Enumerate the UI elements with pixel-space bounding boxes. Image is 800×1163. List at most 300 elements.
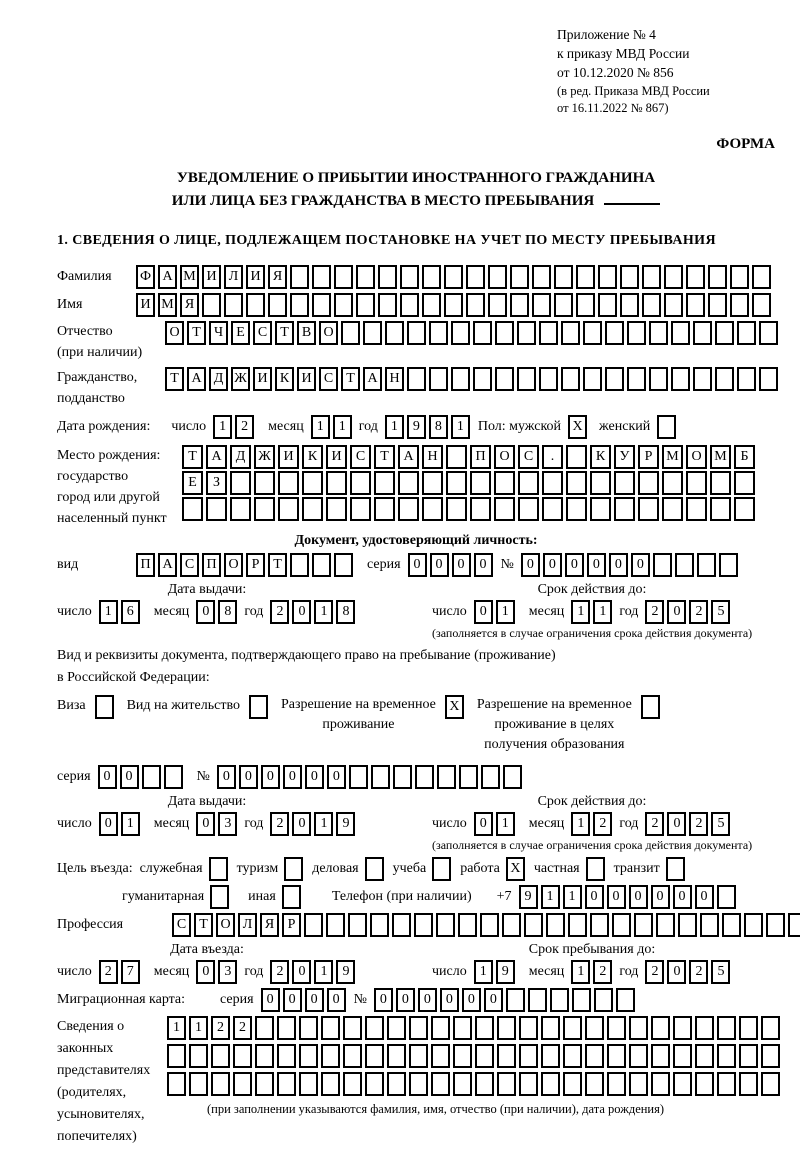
- char-box: [374, 497, 395, 521]
- year-label: год: [244, 816, 264, 832]
- char-box: 0: [283, 765, 302, 789]
- char-box: [710, 497, 731, 521]
- forma-label: ФОРМА: [716, 135, 775, 152]
- name-label: Имя: [57, 297, 83, 313]
- char-box: [546, 913, 565, 937]
- identity-doc-header: Документ, удостоверяющий личность:: [294, 533, 538, 549]
- char-box: [715, 321, 734, 345]
- legal-grid: [167, 1016, 780, 1096]
- char-box: И: [297, 367, 316, 391]
- char-box: 0: [695, 885, 714, 909]
- stay-until-date: [432, 960, 775, 984]
- char-box: [488, 265, 507, 289]
- char-box: 0: [609, 553, 628, 577]
- char-box: [393, 765, 412, 789]
- char-box: [730, 293, 749, 317]
- char-box: П: [470, 445, 491, 469]
- char-box: [429, 367, 448, 391]
- char-box: [710, 471, 731, 495]
- char-box: [255, 1044, 274, 1068]
- char-box: [398, 471, 419, 495]
- char-box: [142, 765, 161, 789]
- char-box: 3: [218, 812, 237, 836]
- day-label: число: [57, 604, 92, 620]
- char-box: 0: [430, 553, 449, 577]
- char-box: 1: [593, 600, 612, 624]
- char-box: [392, 913, 411, 937]
- char-box: [629, 1072, 648, 1096]
- stay-month-cells: [571, 960, 612, 984]
- char-box: 8: [429, 415, 448, 439]
- char-box: [759, 367, 778, 391]
- char-box: 0: [607, 885, 626, 909]
- char-box: П: [136, 553, 155, 577]
- char-box: Т: [187, 321, 206, 345]
- char-box: 1: [314, 960, 333, 984]
- legal-label-line6: попечителях): [57, 1129, 137, 1145]
- month-label: месяц: [153, 604, 190, 620]
- surname-row: [57, 265, 775, 289]
- char-box: 1: [167, 1016, 186, 1040]
- char-box: Т: [374, 445, 395, 469]
- birth-year-cells: [385, 415, 470, 439]
- phone-prefix: +7: [496, 889, 512, 905]
- migration-series-label: серия: [220, 992, 254, 1008]
- identity-kind-row: [57, 553, 775, 577]
- char-box: [734, 497, 755, 521]
- char-box: [539, 367, 558, 391]
- residence-number-label: №: [196, 769, 210, 785]
- char-box: [629, 1016, 648, 1040]
- temp-residence-label-line1: Разрешение на временное: [280, 697, 436, 713]
- identity-valid-note: (заполняется в случае ограничения срока действия документа): [432, 626, 753, 641]
- char-box: [422, 293, 441, 317]
- char-box: И: [278, 445, 299, 469]
- char-box: [561, 321, 580, 345]
- char-box: И: [136, 293, 155, 317]
- char-box: [374, 471, 395, 495]
- purpose-official-label: служебная: [139, 861, 203, 877]
- char-box: [686, 265, 705, 289]
- patronymic-row: [57, 321, 775, 363]
- title-line-2-wrap: [57, 190, 775, 213]
- year-label: год: [244, 964, 264, 980]
- char-box: [638, 471, 659, 495]
- birthplace-row2-cells: [182, 471, 755, 495]
- char-box: 0: [99, 812, 118, 836]
- char-box: 0: [673, 885, 692, 909]
- char-box: [282, 885, 301, 909]
- char-box: Т: [341, 367, 360, 391]
- char-box: З: [206, 471, 227, 495]
- char-box: [708, 265, 727, 289]
- char-box: 0: [452, 553, 471, 577]
- purpose-transit: [614, 857, 685, 881]
- option-visa: [57, 695, 114, 719]
- day-label: число: [432, 604, 467, 620]
- day-label: число: [57, 964, 92, 980]
- char-box: [451, 321, 470, 345]
- char-box: 1: [314, 812, 333, 836]
- purpose-private-checkbox: [586, 857, 605, 881]
- entry-date: [57, 960, 432, 984]
- char-box: В: [297, 321, 316, 345]
- char-box: [607, 1016, 626, 1040]
- char-box: [475, 1016, 494, 1040]
- char-box: [497, 1072, 516, 1096]
- char-box: [686, 293, 705, 317]
- char-box: [466, 293, 485, 317]
- residence-valid-note: (заполняется в случае ограничения срока действия документа): [432, 838, 753, 853]
- purpose-official-checkbox: [209, 857, 228, 881]
- identity-valid-col: [432, 581, 775, 641]
- char-box: 0: [462, 988, 481, 1012]
- char-box: 1: [571, 600, 590, 624]
- char-box: [649, 321, 668, 345]
- birthplace-block: [57, 445, 775, 529]
- option-temp-residence: [281, 695, 464, 735]
- purpose-other-label: иная: [248, 889, 276, 905]
- purpose-study-label: учеба: [392, 861, 427, 877]
- day-label: число: [432, 964, 467, 980]
- char-box: [230, 497, 251, 521]
- temp-residence-education-label-line1: Разрешение на временное: [476, 697, 632, 713]
- char-box: [737, 367, 756, 391]
- entry-day-cells: [99, 960, 140, 984]
- char-box: [528, 988, 547, 1012]
- birthplace-label: [57, 445, 182, 529]
- char-box: [671, 367, 690, 391]
- char-box: Ж: [231, 367, 250, 391]
- char-box: [563, 1016, 582, 1040]
- char-box: [348, 913, 367, 937]
- char-box: [506, 988, 525, 1012]
- residence-number-cells: [217, 765, 522, 789]
- char-box: [473, 321, 492, 345]
- char-box: [95, 695, 114, 719]
- temp-residence-education-checkbox: [641, 695, 660, 719]
- char-box: 2: [689, 960, 708, 984]
- char-box: [554, 293, 573, 317]
- char-box: [422, 471, 443, 495]
- char-box: 9: [407, 415, 426, 439]
- char-box: [519, 1016, 538, 1040]
- char-box: 9: [336, 960, 355, 984]
- legal-row1-cells: [167, 1016, 780, 1040]
- char-box: [470, 497, 491, 521]
- char-box: 0: [292, 960, 311, 984]
- profession-row: [57, 913, 775, 937]
- migration-series-cells: [261, 988, 346, 1012]
- patronymic-label-line1: Отчество: [57, 324, 113, 340]
- char-box: Ф: [136, 265, 155, 289]
- char-box: [302, 497, 323, 521]
- option-temp-residence-education: [477, 695, 660, 755]
- legal-label-line4: (родителях,: [57, 1085, 127, 1101]
- entry-year-cells: [270, 960, 355, 984]
- purpose-other-checkbox: [282, 885, 301, 909]
- char-box: [686, 497, 707, 521]
- char-box: [583, 321, 602, 345]
- char-box: 9: [519, 885, 538, 909]
- char-box: [638, 497, 659, 521]
- char-box: [752, 265, 771, 289]
- char-box: [446, 497, 467, 521]
- char-box: 0: [667, 812, 686, 836]
- char-box: [641, 695, 660, 719]
- char-box: [312, 265, 331, 289]
- char-box: [343, 1072, 362, 1096]
- char-box: [662, 497, 683, 521]
- char-box: [510, 265, 529, 289]
- identity-dates-block: [57, 581, 775, 641]
- legal-grid-wrap: [167, 1016, 780, 1117]
- char-box: [590, 913, 609, 937]
- char-box: [673, 1072, 692, 1096]
- char-box: 9: [496, 960, 515, 984]
- char-box: Ж: [254, 445, 275, 469]
- entry-month-cells: [196, 960, 237, 984]
- char-box: 0: [261, 988, 280, 1012]
- option-residence-permit: [127, 695, 268, 719]
- char-box: [233, 1044, 252, 1068]
- char-box: [605, 321, 624, 345]
- char-box: [277, 1072, 296, 1096]
- char-box: [268, 293, 287, 317]
- char-box: 8: [336, 600, 355, 624]
- birth-year-label: год: [358, 419, 378, 435]
- purpose-study-checkbox: [432, 857, 451, 881]
- char-box: К: [302, 445, 323, 469]
- char-box: [409, 1016, 428, 1040]
- birthplace-label-line2: государство: [57, 469, 129, 485]
- char-box: [341, 321, 360, 345]
- char-box: 0: [327, 765, 346, 789]
- char-box: .: [542, 445, 563, 469]
- appendix-line-2: к приказу МВД России: [557, 45, 690, 61]
- purpose-work-checkbox: [506, 857, 525, 881]
- char-box: [651, 1016, 670, 1040]
- char-box: [503, 765, 522, 789]
- char-box: [657, 415, 676, 439]
- char-box: 0: [374, 988, 393, 1012]
- char-box: [189, 1044, 208, 1068]
- char-box: М: [710, 445, 731, 469]
- char-box: [387, 1072, 406, 1096]
- birthdate-label: Дата рождения:: [57, 419, 151, 435]
- char-box: 2: [270, 812, 289, 836]
- purpose-private: [534, 857, 605, 881]
- char-box: [550, 988, 569, 1012]
- char-box: О: [686, 445, 707, 469]
- char-box: [627, 321, 646, 345]
- char-box: 0: [98, 765, 117, 789]
- char-box: 0: [261, 765, 280, 789]
- char-box: [693, 367, 712, 391]
- char-box: [590, 497, 611, 521]
- name-cells: [136, 293, 771, 317]
- char-box: [432, 857, 451, 881]
- char-box: Т: [182, 445, 203, 469]
- char-box: 0: [474, 600, 493, 624]
- char-box: [356, 293, 375, 317]
- char-box: [437, 765, 456, 789]
- char-box: Т: [275, 321, 294, 345]
- residence-series-cells: [98, 765, 183, 789]
- char-box: [312, 553, 331, 577]
- legal-label-line5: усыновителях,: [57, 1107, 145, 1123]
- char-box: [378, 265, 397, 289]
- char-box: [409, 1044, 428, 1068]
- char-box: [666, 857, 685, 881]
- char-box: Т: [165, 367, 184, 391]
- char-box: [656, 913, 675, 937]
- residence-issue-title: Дата выдачи:: [167, 794, 247, 810]
- char-box: [431, 1072, 450, 1096]
- char-box: [717, 1044, 736, 1068]
- char-box: [651, 1072, 670, 1096]
- identity-issue-date: [57, 600, 432, 624]
- entry-date-col: [57, 941, 432, 984]
- char-box: И: [246, 265, 265, 289]
- char-box: А: [398, 445, 419, 469]
- char-box: [365, 857, 384, 881]
- char-box: И: [253, 367, 272, 391]
- identity-number-cells: [521, 553, 738, 577]
- char-box: [664, 293, 683, 317]
- char-box: [475, 1044, 494, 1068]
- char-box: [451, 367, 470, 391]
- name-row: [57, 293, 775, 317]
- char-box: Б: [734, 445, 755, 469]
- char-box: [444, 265, 463, 289]
- char-box: [739, 1072, 758, 1096]
- char-box: [182, 497, 203, 521]
- residence-dates-block: [57, 793, 775, 853]
- char-box: [429, 321, 448, 345]
- char-box: Я: [268, 265, 287, 289]
- char-box: 1: [99, 600, 118, 624]
- char-box: [673, 1044, 692, 1068]
- char-box: С: [319, 367, 338, 391]
- char-box: Н: [385, 367, 404, 391]
- citizenship-row: [57, 367, 775, 409]
- char-box: 0: [651, 885, 670, 909]
- char-box: 1: [451, 415, 470, 439]
- char-box: [697, 553, 716, 577]
- identity-issue-year-cells: [270, 600, 355, 624]
- month-label: месяц: [153, 964, 190, 980]
- temp-residence-education-label-line2: проживание в целях: [494, 717, 615, 733]
- purpose-tourism-checkbox: [284, 857, 303, 881]
- char-box: [734, 471, 755, 495]
- char-box: [278, 471, 299, 495]
- char-box: [470, 471, 491, 495]
- temp-residence-checkbox: [445, 695, 464, 719]
- year-label: год: [619, 964, 639, 980]
- char-box: 1: [571, 812, 590, 836]
- char-box: [634, 913, 653, 937]
- char-box: [326, 471, 347, 495]
- char-box: [766, 913, 785, 937]
- char-box: 0: [196, 960, 215, 984]
- char-box: [761, 1016, 780, 1040]
- char-box: О: [494, 445, 515, 469]
- char-box: 0: [667, 600, 686, 624]
- char-box: [409, 1072, 428, 1096]
- stay-until-col: [432, 941, 775, 984]
- char-box: [415, 765, 434, 789]
- char-box: [744, 913, 763, 937]
- char-box: [554, 265, 573, 289]
- purpose-other: [248, 885, 301, 909]
- char-box: [605, 367, 624, 391]
- char-box: [518, 497, 539, 521]
- char-box: А: [187, 367, 206, 391]
- char-box: [563, 1044, 582, 1068]
- char-box: [561, 367, 580, 391]
- char-box: 0: [543, 553, 562, 577]
- char-box: [446, 445, 467, 469]
- char-box: [568, 913, 587, 937]
- char-box: 1: [333, 415, 352, 439]
- char-box: [541, 1044, 560, 1068]
- birthplace-row3-cells: [182, 497, 755, 521]
- char-box: С: [180, 553, 199, 577]
- char-box: [371, 765, 390, 789]
- char-box: 0: [440, 988, 459, 1012]
- char-box: [719, 553, 738, 577]
- char-box: [620, 265, 639, 289]
- legal-label-line2: законных: [57, 1041, 114, 1057]
- char-box: [431, 1044, 450, 1068]
- char-box: [788, 913, 800, 937]
- char-box: 0: [196, 812, 215, 836]
- char-box: К: [590, 445, 611, 469]
- char-box: [164, 765, 183, 789]
- char-box: [189, 1072, 208, 1096]
- char-box: [312, 293, 331, 317]
- char-box: 9: [336, 812, 355, 836]
- char-box: [695, 1044, 714, 1068]
- sex-male-checkbox: [568, 415, 587, 439]
- phone-cells: [519, 885, 736, 909]
- char-box: [494, 471, 515, 495]
- year-label: год: [619, 816, 639, 832]
- identity-kind-label: вид: [57, 557, 79, 573]
- char-box: 0: [120, 765, 139, 789]
- char-box: Л: [238, 913, 257, 937]
- identity-issue-title: Дата выдачи:: [167, 582, 247, 598]
- surname-label: Фамилия: [57, 269, 112, 285]
- char-box: [693, 321, 712, 345]
- purpose-business-checkbox: [365, 857, 384, 881]
- char-box: [210, 885, 229, 909]
- char-box: О: [319, 321, 338, 345]
- char-box: [598, 293, 617, 317]
- char-box: [542, 471, 563, 495]
- char-box: 2: [270, 600, 289, 624]
- char-box: [519, 1072, 538, 1096]
- birth-day-label: число: [171, 419, 207, 435]
- char-box: [480, 913, 499, 937]
- revision-line-1: (в ред. Приказа МВД России: [557, 83, 710, 98]
- char-box: [407, 321, 426, 345]
- char-box: [304, 913, 323, 937]
- char-box: 0: [239, 765, 258, 789]
- char-box: 0: [292, 812, 311, 836]
- char-box: П: [202, 553, 221, 577]
